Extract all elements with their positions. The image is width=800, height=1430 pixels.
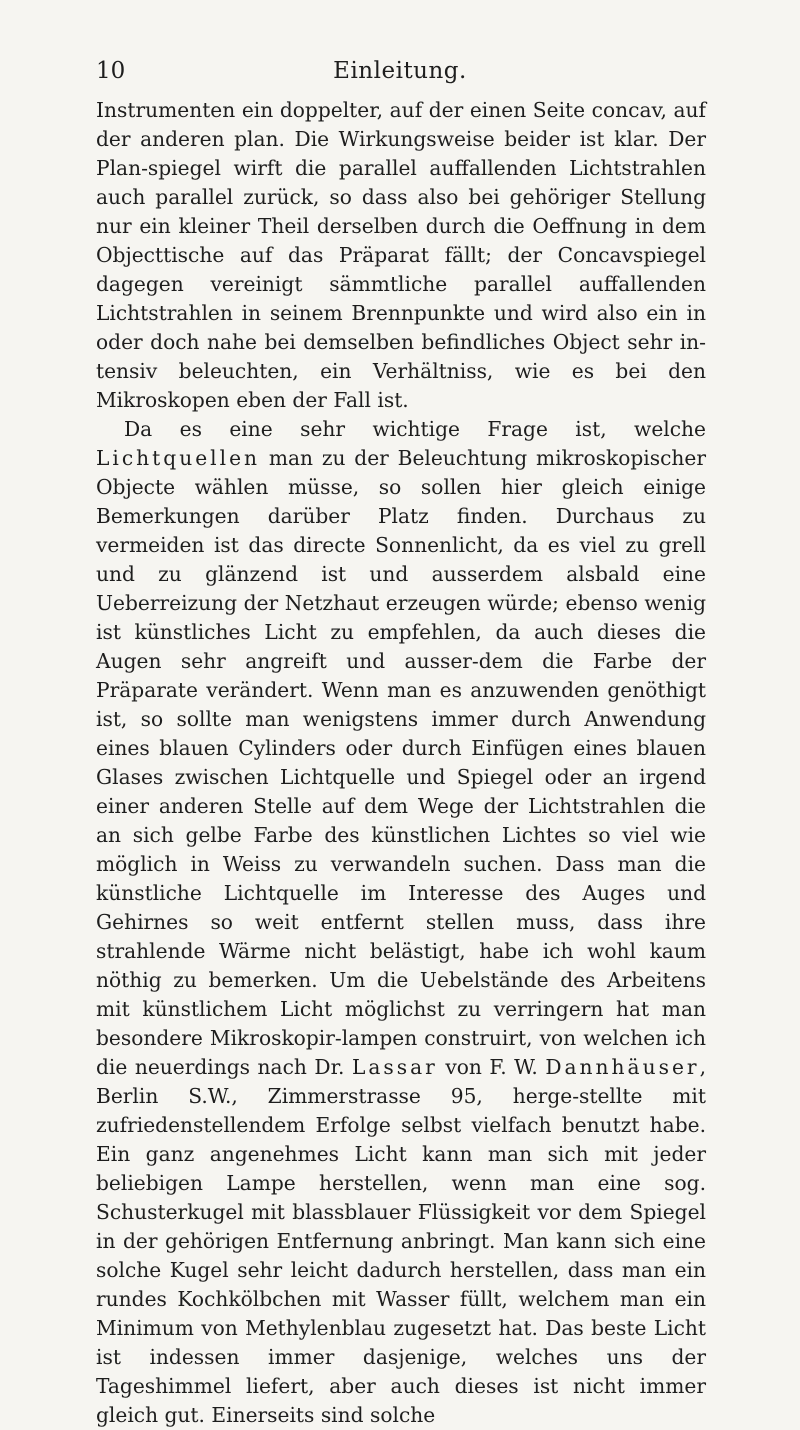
- running-title: Einleitung.: [333, 58, 467, 84]
- text-segment: Instrumenten ein doppelter, auf der einen Seite concav, auf der anderen plan. Die Wirkungsweise beider ist klar. Der Plan-spiegel wirft die parallel auffallenden Lichtstrahlen auch parallel zurück, so dass also bei gehöriger Stellung nur ein kleiner Theil derselben durch die Oeffnung in dem Objecttische auf das Präparat fällt; der Concavspiegel dagegen vereinigt sämmtliche parallel auffallenden Lichtstrahlen in seinem Brennpunkte und wird also ein in oder doch nahe bei demselben befindliches Object sehr in-tensiv beleuchten, ein Verhältniss, wie es bei den Mikroskopen eben der Fall ist.: [96, 98, 706, 412]
- text-segment: Da es eine sehr wichtige Frage ist, welche: [124, 417, 706, 441]
- emphasized-name: Lassar: [351, 1055, 438, 1079]
- body-text: [96, 96, 706, 1430]
- page-header: [0, 58, 800, 94]
- emphasized-name: Dannhäuser: [545, 1055, 700, 1079]
- page-number: 10: [96, 58, 126, 84]
- emphasized-term: Lichtquellen: [96, 446, 261, 470]
- paragraph-1: [96, 96, 706, 415]
- text-segment: , Berlin S.W., Zimmerstrasse 95, herge-stellte mit zufriedenstellendem Erfolge selbst vielfach benutzt habe. Ein ganz angenehmes Licht kann man sich mit jeder beliebigen Lampe herstellen, wenn man eine sog. Schusterkugel mit blassblauer Flüssigkeit vor dem Spiegel in der gehörigen Entfernung anbringt. Man kann sich eine solche Kugel sehr leicht dadurch herstellen, dass man ein rundes Kochkölbchen mit Wasser füllt, welchem man ein Minimum von Methylenblau zugesetzt hat. Das beste Licht ist indessen immer dasjenige, welches uns der Tageshimmel liefert, aber auch dieses ist nicht immer gleich gut. Einerseits sind solche: [96, 1055, 706, 1427]
- paragraph-2: [96, 415, 706, 1430]
- text-segment: man zu der Beleuchtung mikroskopischer Objecte wählen müsse, so sollen hier gleich einige Bemerkungen darüber Platz finden. Durchaus zu vermeiden ist das directe Sonnenlicht, da es viel zu grell und zu glänzend ist und ausserdem alsbald eine Ueberreizung der Netzhaut erzeugen würde; ebenso wenig ist künstliches Licht zu empfehlen, da auch dieses die Augen sehr angreift und ausser-dem die Farbe der Präparate verändert. Wenn man es anzuwenden genöthigt ist, so sollte man wenigstens immer durch Anwendung eines blauen Cylinders oder durch Einfügen eines blauen Glases zwischen Lichtquelle und Spiegel oder an irgend einer anderen Stelle auf dem Wege der Lichtstrahlen die an sich gelbe Farbe des künstlichen Lichtes so viel wie möglich in Weiss zu verwandeln suchen. Dass man die künstliche Lichtquelle im Interesse des Auges und Gehirnes so weit entfernt stellen muss, dass ihre strahlende Wärme nicht belästigt, habe ich wohl kaum nöthig zu bemerken. Um die Uebelstände des Arbeitens mit künstlichem Licht möglichst zu verringern hat man besondere Mikroskopir-lampen construirt, von welchen ich die neuerdings nach Dr.: [96, 446, 706, 1079]
- text-segment: von F. W.: [437, 1055, 546, 1079]
